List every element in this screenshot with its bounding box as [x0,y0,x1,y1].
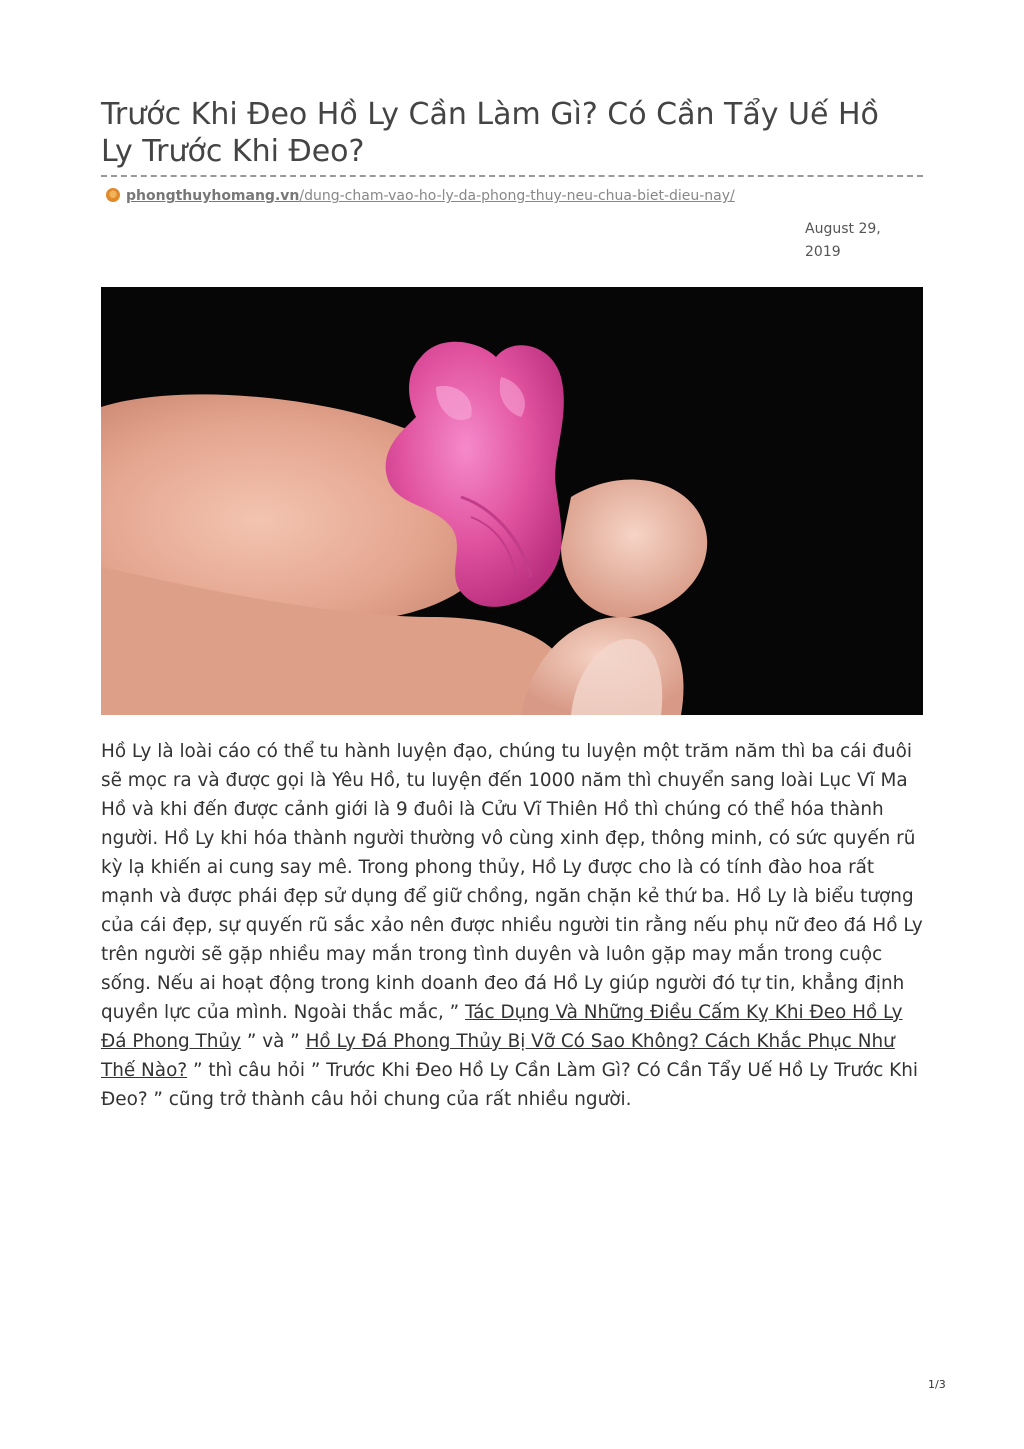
source-line[interactable] [106,186,735,206]
page-title: Trước Khi Đeo Hồ Ly Cần Làm Gì? Có Cần Tẩy Uế Hồ Ly Trước Khi Đeo? [101,97,879,169]
title-divider [101,175,923,177]
article-intro-text: Hồ Ly là loài cáo có thể tu hành luyện đạo, chúng tu luyện một trăm năm thì ba cái đuôi sẽ mọc ra và được gọi là Yêu Hồ, tu luyện đến 1000 năm thì chuyển sang loài Lục Vĩ Ma Hồ và khi đến được cảnh giới là 9 đuôi là Cửu Vĩ Thiên Hồ thì chúng có thể hóa thành người. Hồ Ly khi hóa thành người thường vô cùng xinh đẹp, thông minh, có sức quyến rũ kỳ lạ khiến ai cung say mê. Trong phong thủy, Hồ Ly được cho là có tính đào hoa rất mạnh và được phái đẹp sử dụng để giữ chồng, ngăn chặn kẻ thứ ba. Hồ Ly là biểu tượng của cái đẹp, sự quyến rũ sắc xảo nên được nhiều người tin rằng nếu phụ nữ đeo đá Hồ Ly trên người sẽ gặp nhiều may mắn trong tình duyên và luôn gặp may mắn trong cuộc sống. Nếu ai hoạt động trong kinh doanh đeo đá Hồ Ly giúp người đó tự tin, khẳng định quyền lực của mình. Ngoài thắc mắc, ” [101,741,923,1023]
article-outro-text: ” thì câu hỏi ” Trước Khi Đeo Hồ Ly Cần Làm Gì? Có Cần Tẩy Uế Hồ Ly Trước Khi Đeo? ” cũng trở thành câu hỏi chung của rất nhiều người. [101,1060,919,1110]
article-between-text: ” và ” [240,1031,306,1052]
page-number: 1/3 [928,1378,946,1391]
related-article-link-2[interactable]: Hồ Ly Đá Phong Thủy Bị Vỡ Có Sao Không? Cách Khắc Phục Như Thế Nào? [101,1031,895,1081]
related-article-link-1[interactable]: Tác Dụng Và Những Điều Cấm Kỵ Khi Đeo Hồ Ly Đá Phong Thủy [101,1002,903,1052]
source-path-link[interactable]: /dung-cham-vao-ho-ly-da-phong-thuy-neu-chua-biet-dieu-nay/ [299,188,735,204]
post-date: August 29, 2019 [805,221,881,260]
site-favicon-icon [106,188,120,202]
source-domain-link[interactable]: phongthuyhomang.vn [126,188,300,204]
pink-fox-pendant-image [101,287,923,715]
article-body [101,737,927,1114]
